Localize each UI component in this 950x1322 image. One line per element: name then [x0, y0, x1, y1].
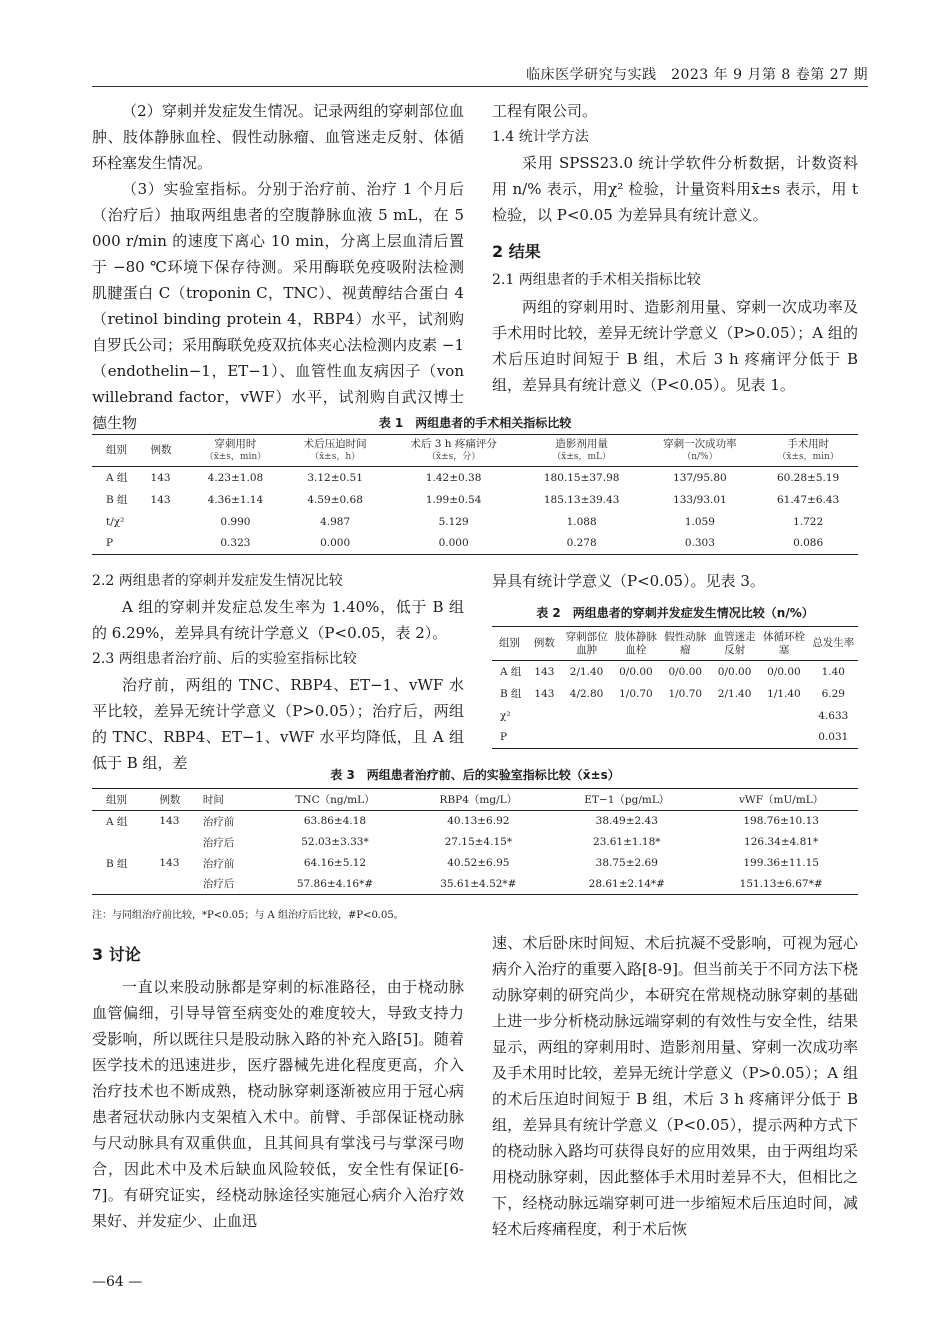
table2-cell: 4.633	[818, 709, 849, 722]
table3-cell: A 组	[106, 815, 128, 828]
paragraph: 两组的穿刺用时、造影剂用量、穿刺一次成功率及手术用时比较，差异无统计学意义（P>0.05）；A 组的术后压迫时间短于 B 组，术后 3 h 疼痛评分低于 B 组，差异具有统计意义（P<0.05）。见表 1。	[492, 298, 858, 394]
header-label: 穿刺一次成功率	[663, 437, 737, 450]
header-unit: （x̄±s，mL）	[552, 451, 612, 462]
table1-cell: 133/93.01	[673, 493, 727, 506]
table3-cell: 64.16±5.12	[303, 857, 367, 869]
left-column-bottom	[92, 940, 464, 1234]
table2-header-cell: 血管迷走反射	[710, 627, 759, 661]
table3-cell: 治疗后	[202, 836, 235, 849]
table1-row	[92, 489, 858, 511]
paragraph: （3）实验室指标。分别于治疗前、治疗 1 个月后（治疗后）抽取两组患者的空腹静脉血液 5 mL，在 5 000 r/min 的速度下离心 10 min，分离上层血清后置于 −80 ℃环境下保存待测。采用酶联免疫吸附法检测肌腱蛋白 C（troponin C，TNC）、视黄醇结合蛋白 4（retinol binding protein 4，RBP4）水平，试剂购自罗氏公司；采用酶联免疫双抗体夹心法检测内皮素 −1（endothelin−1，ET−1）、血管性血友病因子（von willebrand factor，vWF）水平，试剂购自武汉博士德生物	[92, 180, 464, 432]
table2-cell: 0/0.00	[717, 665, 752, 678]
table1-cell: 1.722	[793, 515, 824, 528]
header-label: 例数	[150, 444, 172, 456]
table1-cell: 4.36±1.14	[207, 493, 264, 506]
table2-row	[492, 683, 858, 705]
table1-cell: 1.42±0.38	[425, 471, 482, 484]
table3-cell: 40.13±6.92	[447, 815, 510, 828]
table2-cell: 1/1.40	[767, 687, 801, 700]
table2-row	[492, 661, 858, 683]
right-column-mid	[492, 568, 858, 594]
table2-caption: 表 2 两组患者的穿刺并发症发生情况比较（n/%）	[536, 606, 814, 620]
table2-cell: 0/0.00	[767, 665, 801, 678]
table2-cell: 1.40	[821, 665, 845, 678]
table3-cell: 199.36±11.15	[743, 857, 819, 869]
header-label: 组别	[106, 444, 127, 456]
table2-cell	[710, 727, 759, 749]
table2-header-cell: 总发生率	[809, 627, 858, 661]
header-unit: （x̄±s，h）	[310, 451, 361, 462]
header-label: 造影剂用量	[555, 437, 608, 450]
table2-cell: 6.29	[821, 687, 845, 700]
header-unit: （x̄±s，min）	[204, 451, 267, 462]
table2-cell: 1/0.70	[619, 687, 653, 700]
right-column-top	[492, 98, 858, 398]
table2-cell: P	[492, 727, 527, 749]
table2-cell	[611, 727, 660, 749]
table2-cell	[562, 705, 611, 727]
table1-cell: 1.059	[684, 515, 715, 528]
table1	[92, 434, 858, 555]
table1-header-cell	[758, 435, 858, 467]
paragraph: 工程有限公司。	[492, 102, 598, 120]
table3-cell: 143	[159, 857, 180, 869]
header-label: 术后压迫时间	[303, 437, 367, 450]
table3-cell: 38.49±2.43	[595, 815, 658, 828]
table1-caption: 表 1 两组患者的手术相关指标比较	[378, 416, 572, 430]
table3-header-cell: TNC（ng/mL）	[263, 789, 408, 811]
paragraph: （2）穿刺并发症发生情况。记录两组的穿刺部位血肿、肢体静脉血栓、假性动脉瘤、血管迷走反射、体循环栓塞发生情况。	[92, 102, 464, 172]
table3-caption: 表 3 两组患者治疗前、后的实验室指标比较（x̄±s）	[330, 768, 620, 782]
right-column-bottom	[492, 930, 858, 1242]
section-heading: 2.2 两组患者的穿刺并发症发生情况比较	[92, 573, 343, 589]
section-heading: 2.3 两组患者治疗前、后的实验室指标比较	[92, 651, 357, 667]
table1-row	[92, 511, 858, 533]
header-unit: （x̄±s，分）	[427, 451, 481, 462]
table1-cell: 60.28±5.19	[776, 471, 840, 484]
table2-header-cell: 穿刺部位血肿	[562, 627, 611, 661]
table2-header-cell: 肢体静脉血栓	[611, 627, 660, 661]
table1-cell: 0.323	[186, 533, 285, 555]
header-label: 手术用时	[787, 437, 830, 450]
paragraph: 一直以来股动脉都是穿刺的标准路径，由于桡动脉血管偏细，引导导管至病变处的难度较大，导致支持力受影响，所以既往只是股动脉入路的补充入路[5]。随着医学技术的迅速进步，医疗器械先进化程度更高，介入治疗技术也不断成熟，桡动脉穿刺逐渐被应用于冠心病患者冠状动脉内支架植入术中。前臂、手部保证桡动脉与尺动脉具有双重供血，且其间具有掌浅弓与掌深弓吻合，因此术中及术后缺血风险较低，安全性有保证[6-7]。有研究证实，经桡动脉途径实施冠心病介入治疗效果好、并发症少、止血迅	[92, 978, 464, 1230]
table1-cell: 3.12±0.51	[307, 471, 363, 484]
table3	[92, 788, 858, 895]
table2-cell: 143	[534, 665, 555, 678]
table3-header-cell: ET−1（pg/mL）	[549, 789, 704, 811]
table3-cell: 23.61±1.18*	[593, 836, 661, 848]
table2-row	[492, 705, 858, 727]
header-label: 术后 3 h 疼痛评分	[410, 437, 497, 450]
table2-cell: B 组	[500, 688, 522, 700]
table3-header-cell: 时间	[201, 789, 263, 811]
table1-cell: 4.23±1.08	[207, 471, 264, 484]
paragraph: 治疗前，两组的 TNC、RBP4、ET−1、vWF 水平比较，差异无统计学意义（P>0.05）；治疗后，两组的 TNC、RBP4、ET−1、vWF 水平均降低，且 A 组低于 B 组，差	[92, 676, 464, 772]
table1-cell: 185.13±39.43	[543, 493, 620, 506]
table3-cell: 151.13±6.67*#	[704, 874, 858, 895]
table2-cell: 4/2.80	[569, 687, 604, 700]
table3-cell: 143	[159, 815, 180, 828]
table1-cell: 1.99±0.54	[425, 493, 482, 506]
table1-cell: 4.59±0.68	[307, 493, 363, 506]
table2-cell: 2/1.40	[569, 665, 604, 678]
table1-row	[92, 533, 858, 555]
paragraph: 速、术后卧床时间短、术后抗凝不受影响，可视为冠心病介入治疗的重要入路[8-9]。但当前关于不同方法下桡动脉穿刺的研究尚少，本研究在常规桡动脉穿刺的基础上进一步分析桡动脉远端穿刺的有效性与安全性，结果显示，两组的穿刺用时、造影剂用量、穿刺一次成功率及手术用时比较，差异无统计学意义（P>0.05）；A 组的术后压迫时间短于 B 组，术后 3 h 疼痛评分低于 B 组，差异具有统计学意义（P<0.05），提示两种方式下的桡动脉入路均可获得良好的应用效果，由于两组均采用桡动脉穿刺，因此整体手术用时差异不大，但相比之下，经桡动脉远端穿刺可进一步缩短术后压迫时间，减轻术后疼痛程度，利于术后恢	[492, 934, 858, 1238]
table3-cell	[157, 832, 201, 853]
table1-cell: t/χ²	[106, 515, 125, 528]
table3-cell: B 组	[106, 857, 128, 870]
table1-cell: 137/95.80	[673, 471, 727, 484]
table3-cell: 治疗前	[202, 857, 235, 870]
left-column-top	[92, 98, 464, 436]
section-heading: 1.4 统计学方法	[492, 129, 589, 145]
table3-cell: 57.86±4.16*#	[263, 874, 408, 895]
table2-cell	[611, 705, 660, 727]
table1-header-cell	[522, 435, 642, 467]
table3-cell	[92, 832, 157, 853]
header-unit: （n/%）	[682, 451, 718, 462]
table2-row	[492, 727, 858, 749]
running-header: 临床医学研究与实践 2023 年 9 月第 8 卷第 27 期	[526, 67, 868, 83]
table3-cell: 28.61±2.14*#	[549, 874, 704, 895]
header-unit: （x̄±s，min）	[777, 451, 839, 462]
table3-cell: 198.76±10.13	[743, 815, 819, 828]
table2-cell	[759, 727, 808, 749]
table1-header-cell	[149, 435, 187, 467]
table2-header-cell: 组别	[492, 627, 527, 661]
table1-cell: 0.990	[220, 515, 251, 528]
left-column-mid	[92, 568, 464, 776]
table2-cell	[527, 727, 562, 749]
paragraph: A 组的穿刺并发症总发生率为 1.40%，低于 B 组的 6.29%，差异具有统计学意义（P<0.05，表 2）。	[92, 598, 464, 642]
table3-row	[92, 853, 858, 874]
table1-cell: 143	[150, 493, 171, 506]
table2-cell: 2/1.40	[717, 687, 752, 700]
table2-cell: χ²	[500, 709, 511, 722]
section-heading: 2 结果	[492, 242, 541, 261]
table2-cell: 0/0.00	[619, 665, 653, 678]
table3-cell	[92, 874, 157, 895]
table1-cell: B 组	[106, 494, 128, 506]
table3-row	[92, 811, 858, 832]
section-heading: 3 讨论	[92, 945, 141, 964]
table1-cell: 0.303	[642, 533, 759, 555]
table2-cell	[527, 705, 562, 727]
header-label: 穿刺用时	[214, 437, 257, 450]
table3-cell: 27.15±4.15*	[444, 836, 513, 848]
table1-cell: 180.15±37.98	[543, 471, 620, 484]
table1-row	[92, 467, 858, 489]
table1-cell: 5.129	[438, 515, 469, 528]
table3-header-cell: RBP4（mg/L）	[407, 789, 549, 811]
table2-cell: 0/0.00	[668, 665, 703, 678]
table1-cell: P	[92, 533, 149, 555]
table2-cell	[562, 727, 611, 749]
table3-cell: 38.75±2.69	[595, 857, 658, 869]
table3-cell: 63.86±4.18	[303, 815, 367, 828]
table2	[492, 626, 858, 749]
table1-cell: 143	[150, 471, 171, 484]
table3-header-cell: 例数	[157, 789, 201, 811]
table3-header-cell: vWF（mU/mL）	[704, 789, 858, 811]
table3-cell: 治疗后	[201, 874, 263, 895]
table1-cell: 61.47±6.43	[776, 493, 840, 506]
table2-header-cell: 假性动脉瘤	[661, 627, 710, 661]
table1-cell: 0.000	[386, 533, 522, 555]
paragraph: 采用 SPSS23.0 统计学软件分析数据，计数资料用 n/% 表示，用χ² 检验，计量资料用x̄±s 表示，用 t 检验，以 P<0.05 为差异具有统计意义。	[492, 154, 858, 224]
table3-cell: 40.52±6.95	[447, 857, 510, 869]
table2-cell	[661, 705, 710, 727]
table1-cell: 0.278	[522, 533, 642, 555]
page-number: —64 —	[92, 1274, 143, 1290]
table2-cell: A 组	[500, 666, 522, 679]
table3-cell: 126.34±4.81*	[744, 836, 819, 848]
table1-header-cell	[186, 435, 285, 467]
table1-cell: 1.088	[566, 515, 597, 528]
table3-row	[92, 832, 858, 853]
table2-cell	[759, 705, 808, 727]
table3-cell	[157, 874, 201, 895]
table2-header-cell: 体循环栓塞	[759, 627, 808, 661]
table2-cell: 1/0.70	[668, 687, 703, 700]
table2-cell: 0.031	[809, 727, 858, 749]
table2-cell	[661, 727, 710, 749]
table3-header-cell: 组别	[92, 789, 157, 811]
table3-note: 注：与同组治疗前比较，*P<0.05；与 A 组治疗后比较，#P<0.05。	[92, 910, 404, 921]
table1-cell: 0.086	[758, 533, 858, 555]
table2-cell	[710, 705, 759, 727]
table1-cell	[149, 533, 187, 555]
table3-cell: 35.61±4.52*#	[407, 874, 549, 895]
paragraph: 异具有统计学意义（P<0.05）。见表 3。	[492, 572, 765, 590]
section-heading: 2.1 两组患者的手术相关指标比较	[492, 272, 701, 288]
table1-cell: A 组	[106, 472, 128, 485]
table1-cell: 0.000	[285, 533, 386, 555]
table1-header-cell	[386, 435, 522, 467]
table1-cell	[149, 511, 187, 533]
table2-header-cell: 例数	[527, 627, 562, 661]
table3-row	[92, 874, 858, 895]
table3-cell: 治疗前	[202, 815, 235, 828]
header-rule	[92, 86, 868, 87]
table1-header-cell	[285, 435, 386, 467]
table1-header-cell	[92, 435, 149, 467]
table3-cell: 52.03±3.33*	[301, 836, 369, 848]
table2-cell: 143	[534, 687, 555, 700]
table1-cell: 4.987	[320, 515, 351, 528]
table1-header-cell	[642, 435, 759, 467]
